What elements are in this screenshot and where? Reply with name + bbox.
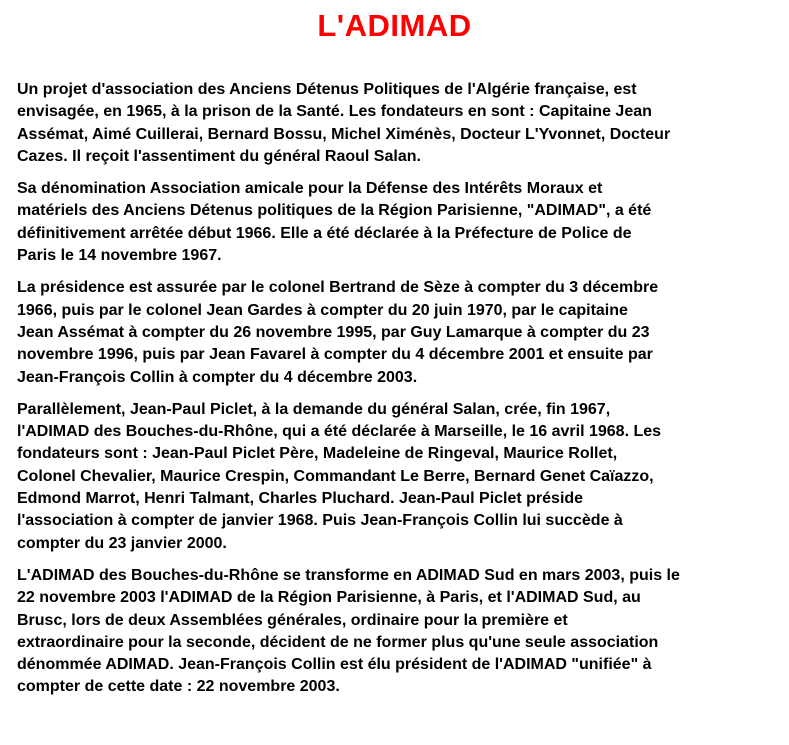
text-line: Un projet d'association des Anciens Détenus Politiques de l'Algérie française, est xyxy=(17,81,637,98)
text-line: définitivement arrêtée début 1966. Elle a été déclarée à la Préfecture de Police de xyxy=(17,224,632,242)
paragraph-founding xyxy=(17,79,777,168)
paragraph-bouches-du-rhone xyxy=(17,399,777,555)
text-line: La présidence est assurée par le colonel Bertrand de Sèze à compter du 3 décembre xyxy=(17,279,659,297)
text-line: dénommée ADIMAD. Jean-François Collin est élu président de l'ADIMAD "unifiée" à xyxy=(17,656,652,674)
text-line: Jean-François Collin à compter du 4 décembre 2003. xyxy=(17,368,418,386)
paragraph-denomination xyxy=(17,178,777,267)
text-line: Paris le 14 novembre 1967. xyxy=(17,247,222,265)
text-line: L'ADIMAD des Bouches-du-Rhône se transforme en ADIMAD Sud en mars 2003, puis le xyxy=(17,566,680,584)
text-line: Jean Assémat à compter du 26 novembre 1995, par Guy Lamarque à compter du 23 xyxy=(17,323,650,341)
text-line: 1966, puis par le colonel Jean Gardes à compter du 20 juin 1970, par le capitaine xyxy=(17,301,628,319)
text-line: Brusc, lors de deux Assemblées générales, ordinaire pour la première et xyxy=(17,611,568,629)
paragraph-presidency xyxy=(17,277,777,388)
text-line: compter du 23 janvier 2000. xyxy=(17,534,227,552)
text-line: l'association à compter de janvier 1968. Puis Jean-François Collin lui succède à xyxy=(17,512,623,530)
text-line: extraordinaire pour la seconde, décident de ne former plus qu'une seule association xyxy=(17,633,659,651)
text-line: Sa dénomination Association amicale pour la Défense des Intérêts Moraux et xyxy=(17,180,603,198)
text-line: novembre 1996, puis par Jean Favarel à compter du 4 décembre 2001 et ensuite par xyxy=(17,346,653,364)
text-line: Assémat, Aimé Cuillerai, Bernard Bossu, Michel Ximénès, Docteur L'Yvonnet, Docteur xyxy=(17,125,671,143)
text-line: matériels des Anciens Détenus politiques de la Région Parisienne, "ADIMAD", a été xyxy=(17,202,652,220)
text-line: compter de cette date : 22 novembre 2003. xyxy=(17,678,340,696)
page-title: L'ADIMAD xyxy=(317,8,472,43)
text-line: 22 novembre 2003 l'ADIMAD de la Région Parisienne, à Paris, et l'ADIMAD Sud, au xyxy=(17,589,641,607)
text-line: l'ADIMAD des Bouches-du-Rhône, qui a été déclarée à Marseille, le 16 avril 1968. Les xyxy=(17,423,662,441)
text-line: fondateurs sont : Jean-Paul Piclet Père, Madeleine de Ringeval, Maurice Rollet, xyxy=(17,445,618,463)
text-line: Edmond Marrot, Henri Talmant, Charles Pluchard. Jean-Paul Piclet préside xyxy=(17,490,584,508)
text-line: envisagée, en 1965, à la prison de la Santé. Les fondateurs en sont : Capitaine Jean xyxy=(17,103,652,121)
paragraph-unification xyxy=(17,565,777,699)
text-line: Colonel Chevalier, Maurice Crespin, Commandant Le Berre, Bernard Genet Caïazzo, xyxy=(17,467,654,485)
document-body xyxy=(17,79,777,709)
text-line: Cazes. Il reçoit l'assentiment du général Raoul Salan. xyxy=(17,147,421,165)
text-line: Parallèlement, Jean-Paul Piclet, à la demande du général Salan, crée, fin 1967, xyxy=(17,400,611,418)
